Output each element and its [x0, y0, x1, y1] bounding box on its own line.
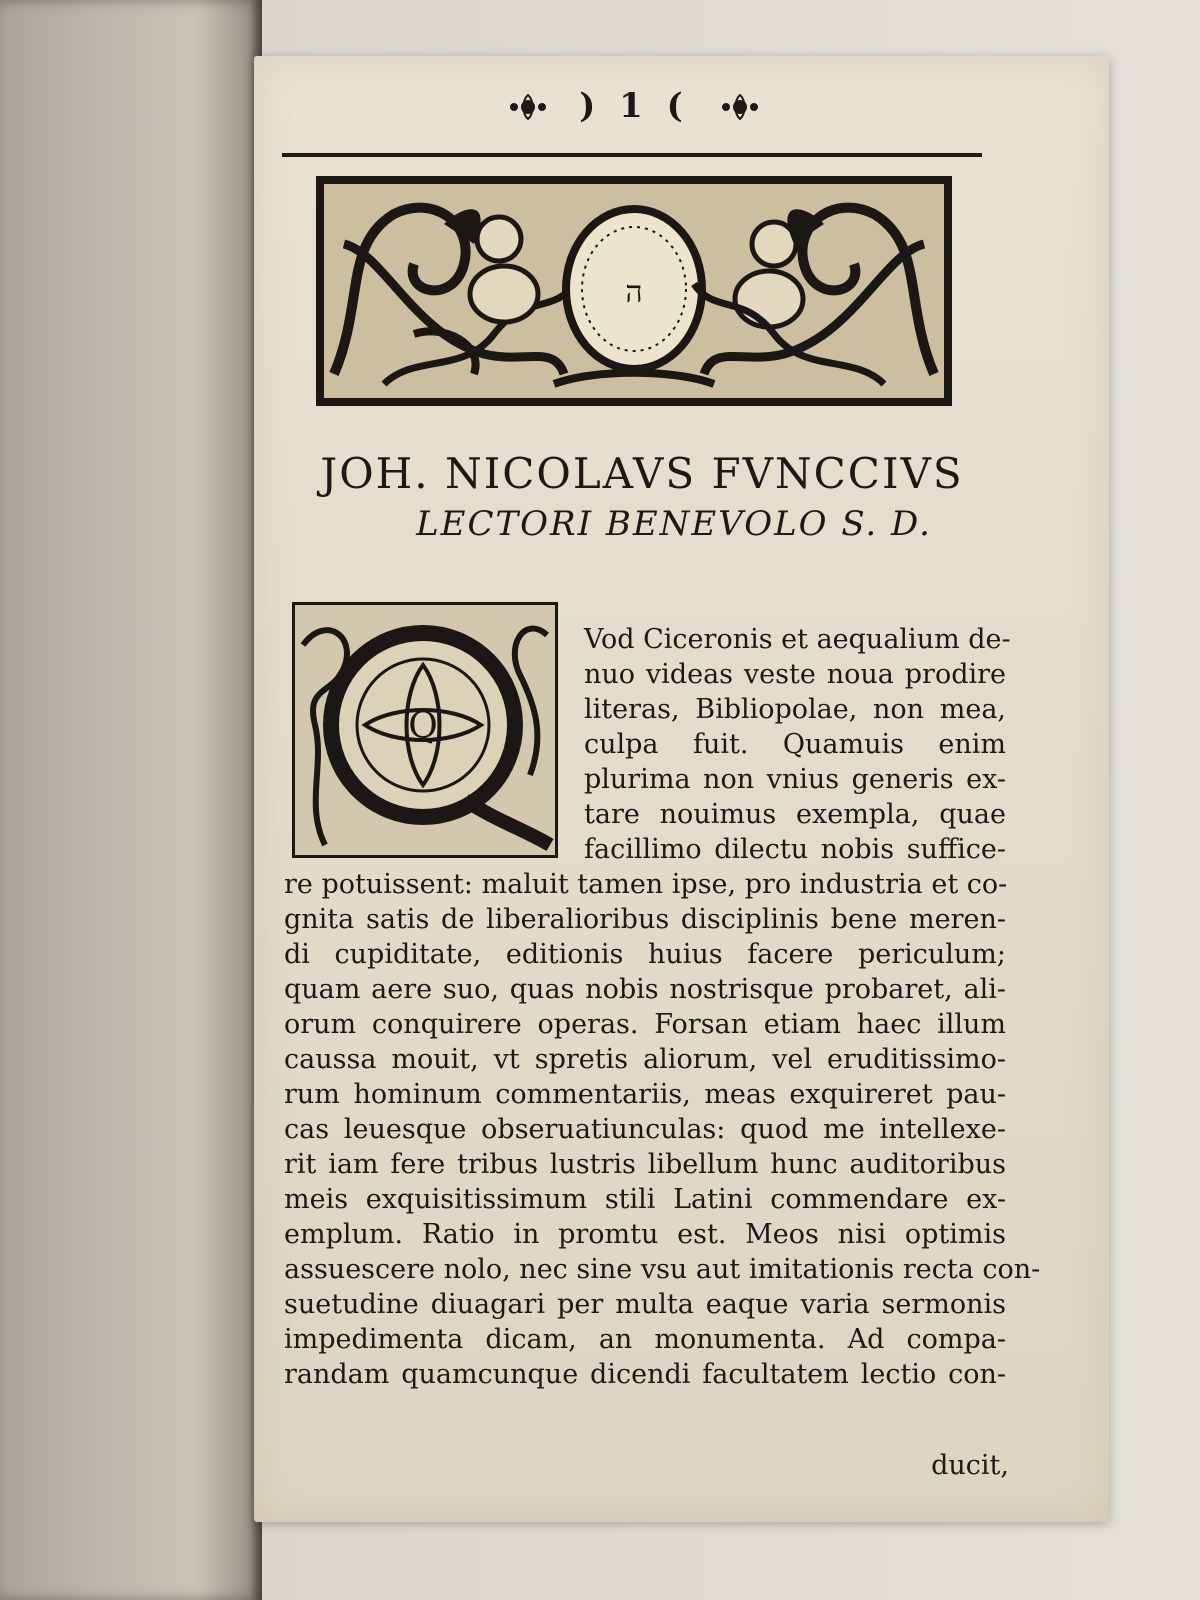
text-line: culpa fuit. Quamuis enim: [584, 729, 1006, 760]
page-heading: JOH. NICOLAVS FVNCCIVS: [320, 449, 964, 498]
fleuron-left-icon: [504, 91, 552, 121]
left-page: [0, 0, 262, 1600]
folio-number: ) 1 (: [579, 86, 689, 126]
text-line: assuescere nolo, nec sine vsu aut imitationis recta con-: [284, 1254, 1041, 1285]
book-page: [254, 56, 1109, 1522]
text-line: meis exquisitissimum stili Latini commendare ex-: [284, 1184, 1006, 1215]
text-line: caussa mouit, vt spretis aliorum, vel eruditissimo-: [284, 1044, 1006, 1075]
fleuron-right-icon: [716, 91, 764, 121]
text-line: orum conquirere operas. Forsan etiam haec illum: [284, 1009, 1006, 1040]
woodcut-headpiece-icon: [316, 176, 952, 406]
svg-text:ה: ה: [625, 275, 643, 310]
head-rule: [282, 153, 982, 157]
text-line: gnita satis de liberalioribus disciplinis bene meren-: [284, 904, 1006, 935]
text-line: suetudine diuagari per multa eaque varia sermonis: [284, 1289, 1006, 1320]
text-line: rum hominum commentariis, meas exquireret pau-: [284, 1079, 1006, 1110]
body-text: [284, 622, 1041, 1392]
text-line: emplum. Ratio in promtu est. Meos nisi optimis: [284, 1219, 1006, 1250]
text-line: facillimo dilectu nobis suffice-: [584, 834, 1006, 865]
text-line: tare nouimus exempla, quae: [584, 799, 1006, 830]
catchword: ducit,: [931, 1450, 1009, 1481]
text-line: di cupiditate, editionis huius facere periculum;: [284, 939, 1006, 970]
text-line: quam aere suo, quas nobis nostrisque probaret, ali-: [284, 974, 1006, 1005]
text-line: re potuissent: maluit tamen ipse, pro industria et co-: [284, 869, 1008, 900]
page-subheading: LECTORI BENEVOLO S. D.: [416, 504, 932, 544]
text-line: literas, Bibliopolae, non mea,: [584, 694, 1006, 725]
text-line: nuo videas veste noua prodire: [584, 659, 1006, 690]
text-line: rit iam fere tribus lustris libellum hunc auditoribus: [284, 1149, 1006, 1180]
text-line: plurima non vnius generis ex-: [584, 764, 1006, 795]
page-folio: [254, 84, 1014, 126]
text-line: cas leuesque obseruatiunculas: quod me intellexe-: [284, 1114, 1006, 1145]
text-line: randam quamcunque dicendi facultatem lectio con-: [284, 1359, 1006, 1390]
text-line: impedimenta dicam, an monumenta. Ad compa-: [284, 1324, 1006, 1355]
drop-cap-letter: Q: [408, 706, 438, 747]
text-line: Vod Ciceronis et aequalium de-: [584, 624, 1011, 655]
